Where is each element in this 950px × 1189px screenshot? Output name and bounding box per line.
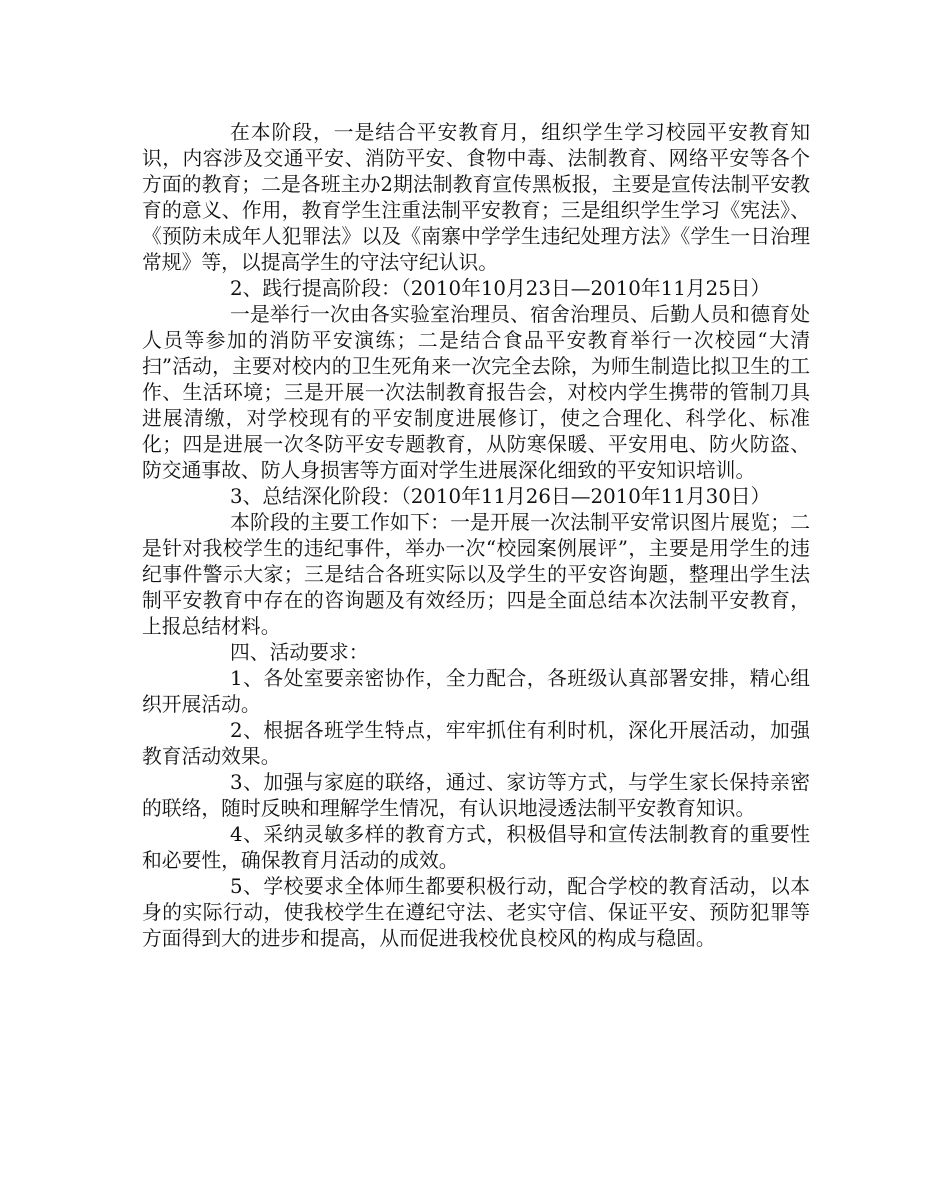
requirement-item-2: 2、根据各班学生特点，牢牢抓住有利时机，深化开展活动，加强教育活动效果。 xyxy=(142,719,810,768)
document-body xyxy=(142,120,810,952)
requirement-item-3: 3、加强与家庭的联络，通过、家访等方式，与学生家长保持亲密的联络，随时反映和理解学生情况，有认识地浸透法制平安教育知识。 xyxy=(142,771,810,820)
paragraph-stage-one-content: 在本阶段，一是结合平安教育月，组织学生学习校园平安教育知识，内容涉及交通平安、消防平安、食物中毒、法制教育、网络平安等各个方面的教育；二是各班主办2期法制教育宣传黑板报，主要是宣传法制平安教育的意义、作用，教育学生注重法制平安教育；三是组织学生学习《宪法》、《预防未成年人犯罪法》以及《南寨中学学生违纪处理方法》《学生一日治理常规》等，以提高学生的守法守纪认识。 xyxy=(142,121,810,274)
requirement-item-5: 5、学校要求全体师生都要积极行动，配合学校的教育活动，以本身的实际行动，使我校学生在遵纪守法、老实守信、保证平安、预防犯罪等方面得到大的进步和提高，从而促进我校优良校风的构成与稳固。 xyxy=(142,875,810,950)
section-heading-requirements: 四、活动要求： xyxy=(230,641,369,664)
requirement-item-4: 4、采纳灵敏多样的教育方式，积极倡导和宣传法制教育的重要性和必要性，确保教育月活动的成效。 xyxy=(142,823,810,872)
paragraph-stage-three-content: 本阶段的主要工作如下：一是开展一次法制平安常识图片展览；二是针对我校学生的违纪事件，举办一次“校园案例展评”，主要是用学生的违纪事件警示大家；三是结合各班实际以及学生的平安咨询题，整理出学生法制平安教育中存在的咨询题及有效经历；四是全面总结本次法制平安教育，上报总结材料。 xyxy=(142,511,810,638)
paragraph-stage-two-content: 一是举行一次由各实验室治理员、宿舍治理员、后勤人员和德育处人员等参加的消防平安演练；二是结合食品平安教育举行一次校园“大清扫”活动，主要对校内的卫生死角来一次完全去除，为师生制造比拟卫生的工作、生活环境；三是开展一次法制教育报告会，对校内学生携带的管制刀具进展清缴，对学校现有的平安制度进展修订，使之合理化、科学化、标准化；四是进展一次冬防平安专题教育，从防寒保暖、平安用电、防火防盗、防交通事故、防人身损害等方面对学生进展深化细致的平安知识培训。 xyxy=(142,303,810,482)
paragraph-stage-two-heading: 2、践行提高阶段：（2010年10月23日—2010年11月25日） xyxy=(230,277,771,300)
requirement-item-1: 1、各处室要亲密协作，全力配合，各班级认真部署安排，精心组织开展活动。 xyxy=(142,667,810,716)
paragraph-stage-three-heading: 3、总结深化阶段：（2010年11月26日—2010年11月30日） xyxy=(230,485,771,508)
